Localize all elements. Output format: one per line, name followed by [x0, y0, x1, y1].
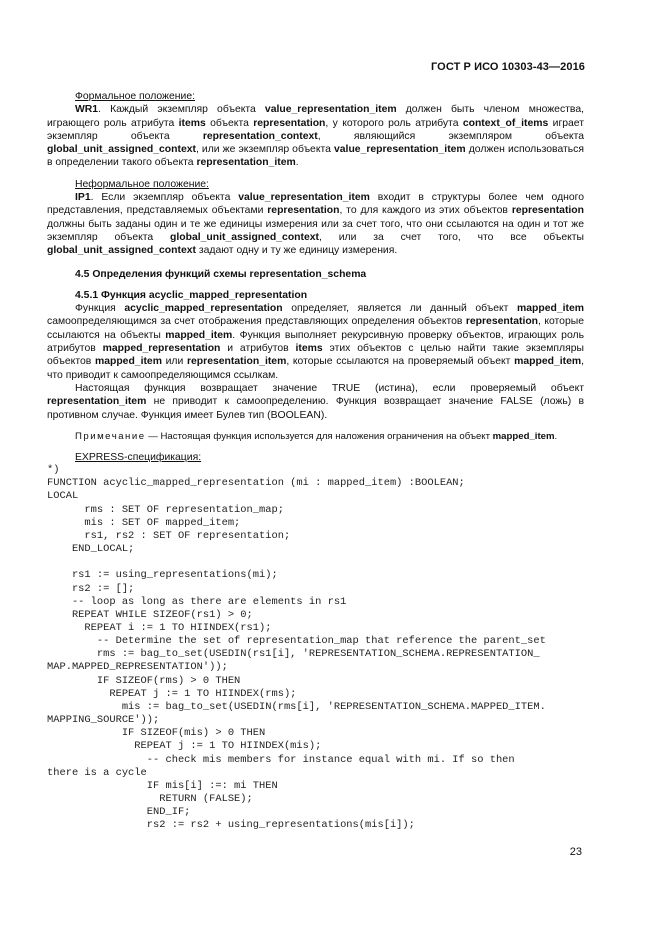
function-return-description: Настоящая функция возвращает значение TRUE (истина), если проверяемый объект representation_item не приводит к самоопределению. Функция возвращает значение FALSE (ложь) в противном случае. Функция имеет Булев тип (BOOLEAN).	[47, 382, 584, 421]
page-number: 23	[569, 846, 582, 858]
section-4-5-1-title: 4.5.1 Функция acyclic_mapped_representation	[75, 289, 308, 301]
formal-rule-wr1: WR1. Каждый экземпляр объекта value_representation_item должен быть членом множества, играющего роль атрибута items объекта representation, у которого роль атрибута context_of_items играет экземпляр объекта representation_context, являющийся экземпляром объекта global_unit_assigned_context, или же экземпляр объекта value_representation_item должен использоваться в определении такого объекта representation_item.	[47, 104, 584, 169]
formal-heading: Формальное положение:	[75, 91, 195, 102]
note: Примечание — Настоящая функция используется для наложения ограничения на объект mapped_item.	[75, 430, 558, 442]
express-code: *) FUNCTION acyclic_mapped_representation (mi : mapped_item) :BOOLEAN; LOCAL rms : SET OF representation_map; mis : SET OF mapped_item; rs1, rs2 : SET OF representation; END_LOCAL; rs1 := using_representations(mi); rs2 := []; -- loop as long as there are elements in rs1 REPEAT WHILE SIZEOF(rs1) > 0; REPEAT i := 1 TO HIINDEX(rs1); -- Determine the set of representation_map that reference the parent_set rms := bag_to_set(USEDIN(rs1[i], 'REPRESENTATION_SCHEMA.REPRESENTATION_ MAP.MAPPED_REPRESENTATION')); IF SIZEOF(rms) > 0 THEN REPEAT j := 1 TO HIINDEX(rms); mis := bag_to_set(USEDIN(rms[i], 'REPRESENTATION_SCHEMA.MAPPED_ITEM. MAPPING_SOURCE')); IF SIZEOF(mis) > 0 THEN REPEAT j := 1 TO HIINDEX(mis); -- check mis members for instance equal with mi. If so then there is a cycle IF mis[i] :=: mi THEN RETURN (FALSE); END_IF; rs2 := rs2 + using_representations(mis[i]);	[47, 464, 546, 832]
function-description: Функция acyclic_mapped_representation определяет, является ли данный объект mapped_item самоопределяющимся за счет отображения представляющих определения объектов representation, которые ссылаются на объекты mapped_item. Функция выполняет рекурсивную проверку объектов, играющих роль атрибутов mapped_representation и атрибутов items этих объектов с целью найти такие экземпляры объектов mapped_item или representation_item, которые ссылаются на проверяемый объект mapped_item, что приводит к самоопределяющимся ссылкам.	[47, 303, 585, 381]
section-4-5-title: 4.5 Определения функций схемы representation_schema	[75, 268, 367, 280]
informal-heading: Неформальное положение:	[75, 178, 209, 190]
standard-header: ГОСТ Р ИСО 10303-43—2016	[430, 61, 585, 73]
note-label: Примечание	[75, 430, 146, 442]
note-text: — Настоящая функция используется для наложения ограничения на объект	[145, 430, 493, 442]
note-object: mapped_item	[492, 430, 555, 442]
informal-rule-ip1: IP1. Если экземпляр объекта value_representation_item входит в структуры более чем одного представления, представляемых объектами representation, то для каждого из этих объектов representation должны быть заданы один и те же единицы измерения или за счет того, что они ссылаются на один и тот же экземпляр объекта global_unit_assigned_context, или за счет того, что все объекты global_unit_assigned_context задают одну и ту же единицу измерения.	[47, 192, 584, 257]
page-content	[47, 90, 584, 833]
express-heading: EXPRESS-спецификация:	[75, 451, 202, 463]
